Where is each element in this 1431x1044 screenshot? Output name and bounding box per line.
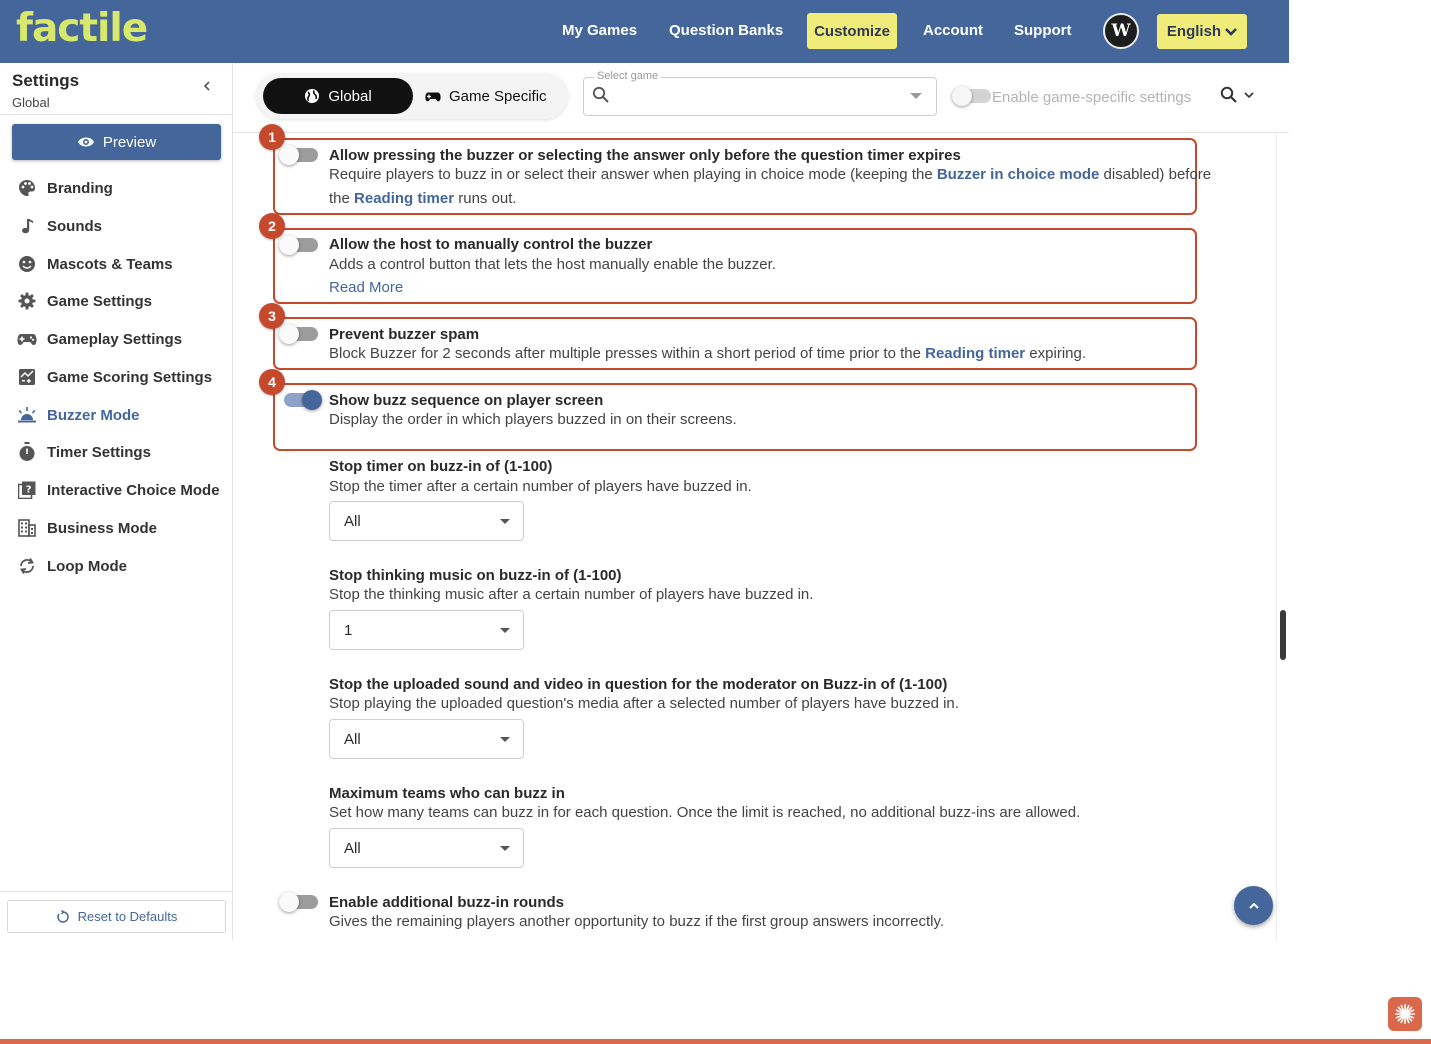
chevron-down-icon (1225, 27, 1237, 37)
sidebar-subtitle: Global (12, 95, 50, 110)
toggle-host-control-buzzer[interactable] (282, 238, 318, 252)
toggle-show-buzz-sequence[interactable] (284, 393, 320, 407)
game-specific-toggle[interactable] (955, 89, 991, 103)
sidebar-item-label: Interactive Choice Mode (47, 481, 220, 499)
sidebar-divider (0, 891, 232, 892)
additional-rounds-title: Enable additional buzz-in rounds (329, 894, 564, 911)
additional-rounds-description: Gives the remaining players another opportunity to buzz if the first group answers incorrectly. (329, 913, 945, 930)
music-note-icon (17, 216, 37, 236)
option-title: Show buzz sequence on player screen (329, 392, 604, 409)
sidebar-item-sounds[interactable] (17, 214, 102, 238)
sidebar-title: Settings (12, 71, 80, 90)
building-icon (17, 518, 37, 538)
scoring-icon (17, 367, 37, 387)
chat-widget-button[interactable] (1388, 997, 1422, 1031)
palette-icon (17, 178, 37, 198)
settings-sidebar (0, 63, 233, 940)
option-title: Prevent buzzer spam (329, 326, 480, 343)
sidebar-item-label: Business Mode (47, 519, 158, 537)
badge-1: 1 (259, 124, 285, 150)
nav-support[interactable]: Support (1014, 22, 1072, 39)
reset-icon (56, 910, 70, 924)
select-value: All (344, 731, 361, 748)
stop-music-select[interactable] (329, 610, 524, 650)
sidebar-item-label: Game Settings (47, 292, 153, 310)
option-description (329, 342, 1086, 366)
select-game-input[interactable] (583, 77, 937, 116)
caret-down-icon (500, 846, 510, 851)
select-game-dropdown-icon[interactable] (910, 93, 922, 99)
desc-text: the (329, 190, 355, 207)
language-label: English (1166, 23, 1222, 40)
max-teams-title: Maximum teams who can buzz in (329, 785, 565, 802)
max-teams-description: Set how many teams can buzz in for each question. Once the limit is reached, no additional buzz-ins are allowed. (329, 804, 1081, 821)
nav-question-banks[interactable]: Question Banks (669, 22, 784, 39)
select-value: 1 (344, 622, 353, 639)
sidebar-item-label: Timer Settings (47, 443, 151, 461)
sidebar-item-label: Branding (47, 179, 113, 197)
sidebar-item-label: Mascots & Teams (47, 255, 173, 273)
tab-global[interactable] (263, 78, 413, 114)
toggle-buzzer-before-timer[interactable] (282, 148, 318, 162)
option-description: Display the order in which players buzzed in on their screens. (329, 411, 737, 428)
sidebar-item-gameplay-settings[interactable] (17, 327, 182, 351)
stop-timer-select[interactable] (329, 501, 524, 541)
select-value: All (344, 840, 361, 857)
chevron-up-icon (1248, 902, 1260, 910)
reset-label: Reset to Defaults (77, 909, 178, 924)
eye-icon (77, 136, 95, 148)
scrollbar-track[interactable] (1276, 133, 1288, 940)
sidebar-item-label: Sounds (47, 217, 102, 235)
toggle-additional-rounds[interactable] (282, 895, 318, 909)
option-description: Adds a control button that lets the host manually enable the buzzer. (329, 256, 776, 273)
sidebar-item-label: Buzzer Mode (47, 406, 140, 424)
sidebar-item-label: Game Scoring Settings (47, 368, 213, 386)
nav-my-games[interactable]: My Games (562, 22, 638, 39)
desc-text: Require players to buzz in or select their answer when playing in choice mode (keeping the (329, 166, 937, 183)
sidebar-item-buzzer-mode[interactable] (17, 403, 140, 427)
stop-timer-description: Stop the timer after a certain number of players have buzzed in. (329, 478, 752, 495)
game-specific-toggle-label: Enable game-specific settings (992, 89, 1192, 106)
desc-highlight: Buzzer in choice mode (936, 166, 1100, 183)
sidebar-item-label: Gameplay Settings (47, 330, 183, 348)
sidebar-header (0, 63, 232, 115)
reset-to-defaults-button[interactable] (7, 900, 226, 933)
nav-customize[interactable]: Customize (807, 13, 897, 49)
stop-music-description: Stop the thinking music after a certain number of players have buzzed in. (329, 586, 814, 603)
sidebar-item-branding[interactable] (17, 176, 113, 200)
user-avatar[interactable]: W (1103, 13, 1139, 49)
sidebar-item-interactive-choice-mode[interactable] (17, 478, 220, 502)
sidebar-item-timer-settings[interactable] (17, 440, 151, 464)
svg-text:?: ? (25, 484, 32, 496)
max-teams-select[interactable] (329, 828, 524, 868)
desc-text: disabled) before (1099, 166, 1212, 183)
desc-highlight: Reading timer (354, 190, 455, 207)
stop-media-description: Stop playing the uploaded question's media after a selected number of players have buzzed in. (329, 695, 959, 712)
desc-text: Block Buzzer for 2 seconds after multiple presses within a short period of time prior to the (329, 345, 926, 362)
stop-music-title: Stop thinking music on buzz-in of (1-100) (329, 567, 622, 584)
option-title: Allow pressing the buzzer or selecting the answer only before the question timer expires (329, 147, 961, 164)
badge-4: 4 (259, 369, 285, 395)
badge-2: 2 (259, 213, 285, 239)
tab-game-specific[interactable] (425, 78, 565, 114)
gamepad-icon (17, 329, 37, 349)
top-navbar (0, 0, 1289, 63)
preview-label: Preview (102, 133, 157, 151)
globe-icon (304, 88, 320, 104)
option-title: Allow the host to manually control the buzzer (329, 236, 653, 253)
stop-timer-title: Stop timer on buzz-in of (1-100) (329, 458, 553, 475)
stopwatch-icon (17, 442, 37, 462)
loop-icon (17, 556, 37, 576)
sidebar-item-game-settings[interactable] (17, 289, 152, 313)
stop-media-select[interactable] (329, 719, 524, 759)
settings-search-button[interactable] (1220, 86, 1254, 104)
desc-text: expiring. (1025, 345, 1087, 362)
select-value: All (344, 513, 361, 530)
quiz-icon (17, 480, 37, 500)
scroll-to-top-button[interactable] (1234, 886, 1273, 925)
smiley-icon (17, 254, 37, 274)
preview-button[interactable] (12, 124, 221, 160)
stop-media-title: Stop the uploaded sound and video in question for the moderator on Buzz-in of (1-100) (329, 676, 948, 693)
read-more-link[interactable]: Read More (329, 279, 404, 296)
sidebar-item-loop-mode[interactable] (17, 554, 127, 578)
sidebar-item-mascots-teams[interactable] (17, 252, 173, 276)
tab-game-specific-label: Game Specific (449, 87, 547, 105)
sidebar-item-game-scoring-settings[interactable] (17, 365, 212, 389)
caret-down-icon (500, 519, 510, 524)
scrollbar-thumb[interactable] (1280, 610, 1286, 660)
tab-global-label: Global (328, 87, 372, 105)
badge-3: 3 (259, 303, 285, 329)
search-icon (592, 86, 610, 109)
desc-text: runs out. (454, 190, 517, 207)
toggle-prevent-buzzer-spam[interactable] (282, 327, 318, 341)
bottom-accent-strip (0, 1039, 1431, 1044)
search-icon (1220, 86, 1238, 104)
gear-icon (17, 291, 37, 311)
sidebar-item-label: Loop Mode (47, 557, 127, 575)
buzzer-icon (17, 405, 37, 425)
chevron-down-icon (1244, 91, 1254, 99)
factile-logo[interactable]: factile (16, 6, 148, 51)
caret-down-icon (500, 628, 510, 633)
sidebar-item-business-mode[interactable] (17, 516, 157, 540)
sparkle-icon (1393, 1002, 1417, 1026)
nav-account[interactable]: Account (923, 22, 983, 39)
collapse-sidebar-icon[interactable] (202, 79, 212, 95)
language-dropdown[interactable] (1157, 14, 1247, 49)
caret-down-icon (500, 737, 510, 742)
option-description (329, 163, 1229, 211)
desc-highlight: Reading timer (925, 345, 1026, 362)
select-game-label: Select game (594, 70, 661, 82)
gamepad-icon (425, 90, 441, 103)
